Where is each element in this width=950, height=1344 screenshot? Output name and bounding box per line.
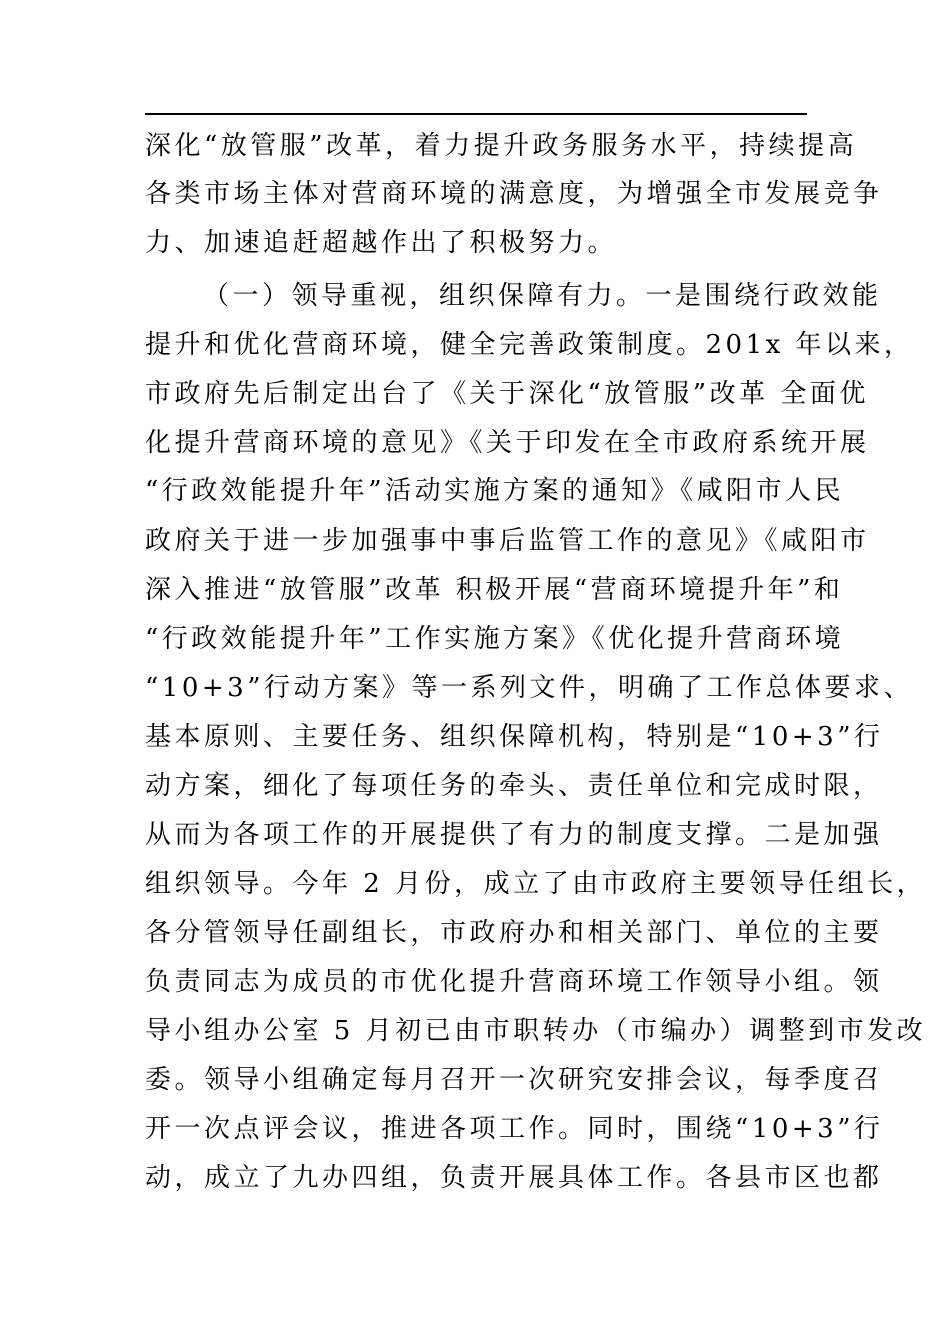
text-line-21: 开一次点评会议，推进各项工作。同时，围绕“10+3”行 [145,1114,884,1144]
text-line-12: “10+3”行动方案》等一系列文件，明确了工作总体要求、 [145,673,913,703]
text-line-8: “行政效能提升年”活动实施方案的通知》《咸阳市人民 [145,476,845,506]
text-line-1: 深化“放管服”改革，着力提升政务服务水平，持续提高 [145,131,858,161]
text-line-20: 委。领导小组确定每月召开一次研究安排会议，每季度召 [145,1065,883,1095]
text-line-11: “行政效能提升年”工作实施方案》《优化提升营商环境 [145,624,845,654]
text-line-18: 负责同志为成员的市优化提升营商环境工作领导小组。领 [145,967,883,997]
header-rule [145,113,807,115]
text-line-3: 力、加速追赶超越作出了积极努力。 [145,228,618,258]
text-line-10: 深入推进“放管服”改革 积极开展“营商环境提升年”和 [145,575,844,605]
text-line-7: 化提升营商环境的意见》《关于印发在全市政府系统开展 [145,428,870,458]
text-line-14: 动方案，细化了每项任务的牵头、责任单位和完成时限， [145,771,883,801]
text-line-15: 从而为各项工作的开展提供了有力的制度支撑。二是加强 [145,820,883,850]
text-line-22: 动，成立了九办四组，负责开展具体工作。各县市区也都 [145,1163,883,1193]
text-line-17: 各分管领导任副组长，市政府办和相关部门、单位的主要 [145,918,883,948]
text-line-13: 基本原则、主要任务、组织保障机构，特别是“10+3”行 [145,722,884,752]
text-line-2: 各类市场主体对营商环境的满意度，为增强全市发展竞争 [145,179,883,209]
text-line-5: 提升和优化营商环境，健全完善政策制度。201x 年以来， [145,330,914,360]
text-line-6: 市政府先后制定出台了《关于深化“放管服”改革 全面优 [145,379,869,409]
text-line-19: 导小组办公室 5 月初已由市职转办（市编办）调整到市发改 [145,1016,927,1046]
text-line-9: 政府关于进一步加强事中事后监管工作的意见》《咸阳市 [145,526,870,556]
paragraph-heading-line: （一）领导重视，组织保障有力。一是围绕行政效能 [203,281,882,311]
text-line-16: 组织领导。今年 2 月份，成立了由市政府主要领导任组长， [145,869,927,899]
